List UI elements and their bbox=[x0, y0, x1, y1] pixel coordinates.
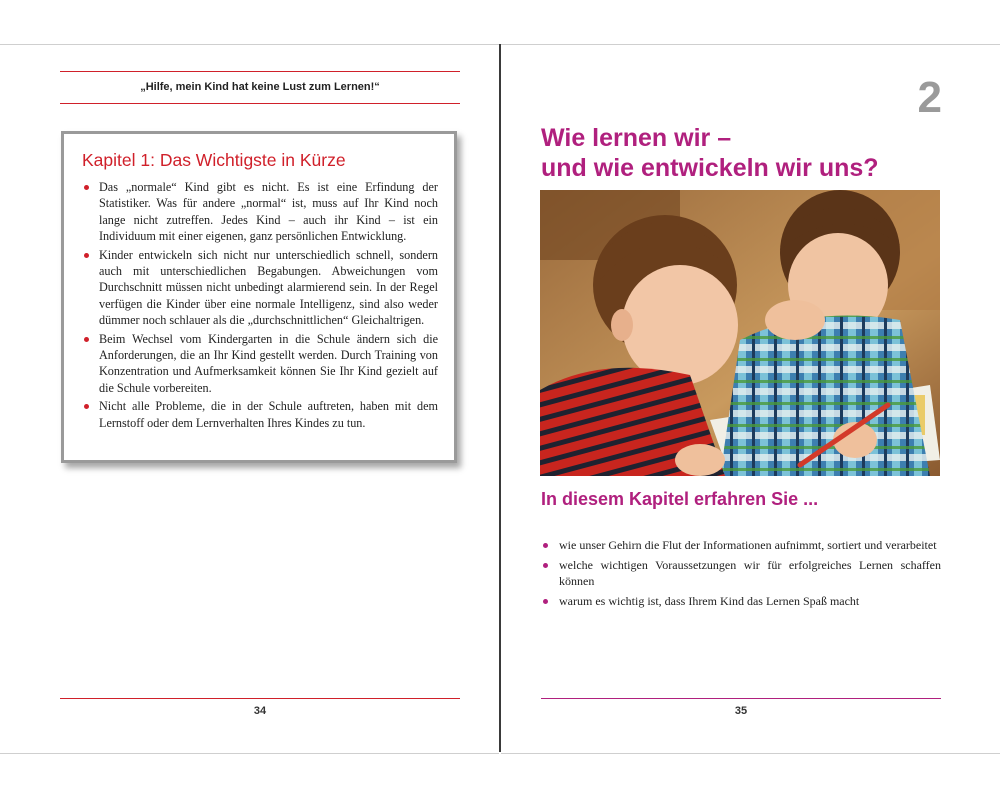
photo-illustration bbox=[540, 190, 940, 476]
section-heading: In diesem Kapitel erfahren Sie ... bbox=[541, 489, 819, 509]
running-head: „Hilfe, mein Kind hat keine Lust zum Lernen!“ bbox=[140, 81, 380, 93]
bullet-dot-icon bbox=[543, 599, 548, 604]
summary-bullet bbox=[82, 398, 438, 431]
summary-bullet-text: Nicht alle Probleme, die in der Schule auftreten, haben mit dem Lernstoff oder dem Lernverhalten Ihres Kindes zu tun. bbox=[99, 399, 438, 430]
chapter-title-line-2: und wie entwickeln wir uns? bbox=[541, 154, 879, 182]
summary-bullet-text: Das „normale“ Kind gibt es nicht. Es ist eine Erfindung der Statistiker. Was für andere „normal“ ist, muss auf Ihr Kind noch lange nicht zutreffen. Jedes Kind – auch ihr Kind – ist ein Individuum mit einer eigenen, ganz persönlichen Entwicklung. bbox=[99, 180, 438, 244]
page-number-left: 34 bbox=[253, 705, 267, 717]
summary-bullet-text: Beim Wechsel vom Kindergarten in die Schule ändern sich die Anforderungen, die an Ihr Kind gestellt werden. Durch Training von Konzentration und Aufmerksamkeit können Sie Ihr Kind gezielt auf die Schule vorbereiten. bbox=[99, 331, 438, 395]
topic-item bbox=[541, 537, 941, 553]
book-spread bbox=[0, 44, 1000, 752]
summary-bullet bbox=[82, 179, 438, 245]
summary-box bbox=[61, 131, 457, 463]
summary-bullet bbox=[82, 247, 438, 329]
summary-bullet-list bbox=[82, 179, 438, 431]
bullet-dot-icon bbox=[84, 185, 89, 190]
header-rule-bottom bbox=[60, 103, 460, 104]
footer-rule bbox=[541, 698, 941, 699]
left-page bbox=[0, 44, 499, 754]
chapter-topics-list bbox=[541, 537, 941, 613]
bullet-dot-icon bbox=[84, 337, 89, 342]
topic-item-text: warum es wichtig ist, dass Ihrem Kind das Lernen Spaß macht bbox=[559, 594, 860, 608]
bullet-dot-icon bbox=[84, 404, 89, 409]
summary-box-title: Kapitel 1: Das Wichtigste in Kürze bbox=[82, 150, 346, 170]
chapter-title bbox=[541, 123, 951, 183]
header-rule-top bbox=[60, 71, 460, 72]
footer-rule bbox=[60, 698, 460, 699]
summary-bullet-text: Kinder entwickeln sich nicht nur unterschiedlich schnell, sondern auch mit unterschiedlichen Begabungen. Abweichungen vom Durchschnitt müssen nicht unbedingt alarmierend sein. In der Regel verfügen die Kinder über eine normale Intelligenz, sind also weder dümmer noch schlauer als die „durchschnittlichen“ Gleichaltrigen. bbox=[99, 247, 438, 328]
topic-item bbox=[541, 557, 941, 589]
topic-item-text: welche wichtigen Voraussetzungen wir für erfolgreiches Lernen schaffen können bbox=[559, 558, 941, 588]
chapter-number: 2 bbox=[917, 73, 942, 122]
page-number-right: 35 bbox=[734, 705, 748, 717]
bullet-dot-icon bbox=[543, 563, 548, 568]
bullet-dot-icon bbox=[84, 253, 89, 258]
children-learning-photo bbox=[540, 190, 940, 476]
topic-item bbox=[541, 593, 941, 609]
right-page bbox=[501, 44, 1000, 754]
chapter-title-line-1: Wie lernen wir – bbox=[541, 124, 732, 152]
bullet-dot-icon bbox=[543, 543, 548, 548]
summary-bullet bbox=[82, 331, 438, 397]
topic-item-text: wie unser Gehirn die Flut der Informationen aufnimmt, sortiert und verarbeitet bbox=[559, 538, 937, 552]
